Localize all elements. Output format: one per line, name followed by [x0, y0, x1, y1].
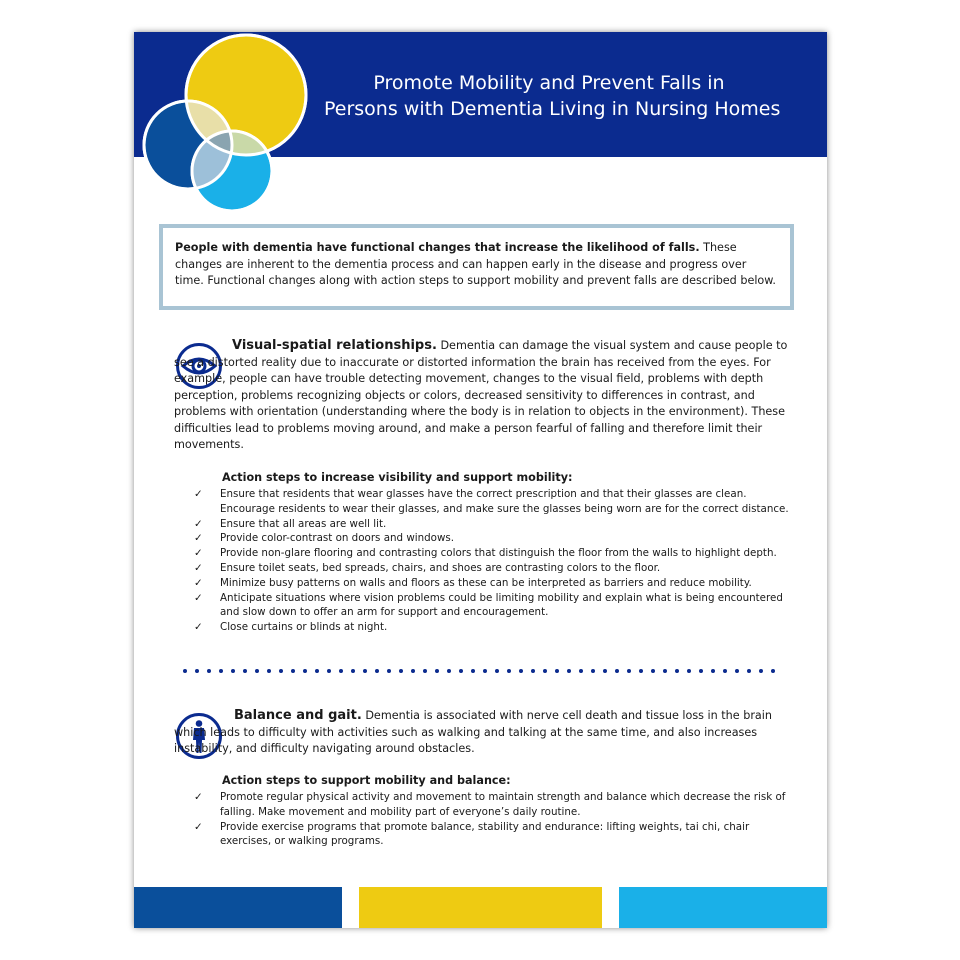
- intro-bold: People with dementia have functional changes that increase the likelihood of falls.: [175, 241, 700, 254]
- divider-dot: [555, 669, 559, 673]
- divider-dot: [531, 669, 535, 673]
- divider-dot: [339, 669, 343, 673]
- divider-dot: [375, 669, 379, 673]
- divider-dot: [207, 669, 211, 673]
- section-visual-heading: Visual-spatial relationships.: [232, 338, 437, 353]
- check-icon: ✓: [194, 576, 203, 589]
- divider-dot: [495, 669, 499, 673]
- divider-dot: [483, 669, 487, 673]
- divider-dot: [759, 669, 763, 673]
- divider-dot: [351, 669, 355, 673]
- section-visual-actions-list: [194, 487, 792, 635]
- divider-dot: [735, 669, 739, 673]
- divider-dot: [519, 669, 523, 673]
- check-icon: ✓: [194, 791, 203, 803]
- divider-dot: [615, 669, 619, 673]
- divider-dot: [435, 669, 439, 673]
- action-text: Ensure toilet seats, bed spreads, chairs, and shoes are contrasting colors to the floor.: [220, 561, 661, 574]
- action-text: Promote regular physical activity and movement to maintain strength and balance which decrease the risk of falling. Make movement and mobility part of everyone’s daily routine.: [220, 791, 786, 818]
- section-visual-text: Dementia can damage the visual system and cause people to see a distorted reality due to inaccurate or distorted information the brain has received from the eyes. For example, people can have trouble detecting movement, changes to the visual field, problems with depth perception, problems recognizing objects or colors, decreased sensitivity to differences in contrast, and problems with orientation (understanding where the body is in relation to objects in the environment). These difficulties lead to problems moving around, and make a person fearful of falling and therefore limit their movements.: [174, 339, 788, 451]
- title-line-1: Promote Mobility and Prevent Falls in: [373, 72, 725, 94]
- divider-dot: [315, 669, 319, 673]
- divider-dot: [723, 669, 727, 673]
- intro-text: These changes are inherent to the dementia process and can happen early in the disease and progress over time. Functional changes along with action steps to support mobility and prevent falls are described below.: [175, 241, 776, 287]
- check-icon: ✓: [194, 532, 203, 545]
- divider-dot: [267, 669, 271, 673]
- divider-dot: [567, 669, 571, 673]
- check-icon: ✓: [194, 561, 203, 574]
- divider-dot: [219, 669, 223, 673]
- divider-dot: [243, 669, 247, 673]
- divider-dot: [603, 669, 607, 673]
- action-item: [194, 790, 792, 820]
- document-page: [134, 32, 827, 928]
- divider-dot: [627, 669, 631, 673]
- footer-bar-sky: [619, 887, 827, 928]
- action-item: [194, 561, 792, 576]
- action-text: Close curtains or blinds at night.: [220, 621, 388, 634]
- divider-dot: [579, 669, 583, 673]
- action-text: Provide exercise programs that promote balance, stability and endurance: lifting weights, tai chi, chair exercises, or walking programs.: [220, 820, 750, 848]
- divider-dot: [411, 669, 415, 673]
- divider-dot: [651, 669, 655, 673]
- section-balance-actions-list: [194, 790, 792, 849]
- action-item: [194, 531, 792, 546]
- action-item: [194, 546, 792, 561]
- divider-dot: [195, 669, 199, 673]
- venn-logo: [134, 32, 324, 222]
- section-balance-actions-title: Action steps to support mobility and balance:: [222, 774, 511, 787]
- section-balance-body: [174, 708, 790, 758]
- check-icon: ✓: [194, 820, 203, 833]
- check-icon: ✓: [194, 621, 203, 634]
- divider-dot: [363, 669, 367, 673]
- action-text: Anticipate situations where vision problems could be limiting mobility and explain what is being encountered and slow down to offer an arm for support and encouragement.: [220, 591, 783, 619]
- action-text: Ensure that all areas are well lit.: [220, 517, 387, 530]
- action-item: [194, 576, 792, 591]
- divider-dot: [447, 669, 451, 673]
- divider-dot: [711, 669, 715, 673]
- check-icon: ✓: [194, 547, 203, 560]
- divider-dot: [591, 669, 595, 673]
- action-item: [194, 620, 792, 635]
- action-item: [194, 517, 792, 532]
- divider-dot: [423, 669, 427, 673]
- divider-dot: [231, 669, 235, 673]
- check-icon: ✓: [194, 591, 203, 604]
- divider-dot: [663, 669, 667, 673]
- page-title: [324, 70, 781, 122]
- divider-dot: [183, 669, 187, 673]
- section-visual-body: [174, 338, 790, 454]
- divider-dot: [327, 669, 331, 673]
- action-text: Ensure that residents that wear glasses have the correct prescription and that their glasses are clean. Encourage residents to wear their glasses, and make sure the glasses being worn are for the correct distance.: [220, 488, 789, 515]
- divider-dot: [399, 669, 403, 673]
- divider-dot: [291, 669, 295, 673]
- divider-dot: [459, 669, 463, 673]
- divider-dot: [471, 669, 475, 673]
- action-text: Minimize busy patterns on walls and floors as these can be interpreted as barriers and reduce mobility.: [220, 576, 752, 589]
- divider-dot: [387, 669, 391, 673]
- divider-dot: [639, 669, 643, 673]
- action-item: [194, 820, 792, 850]
- action-text: Provide color-contrast on doors and windows.: [220, 532, 455, 545]
- divider-dot: [543, 669, 547, 673]
- section-balance-text: Dementia is associated with nerve cell death and tissue loss in the brain which leads to difficulty with activities such as walking and talking at the same time, and also increases instability, and difficulty navigating around obstacles.: [174, 709, 772, 755]
- divider-dot: [279, 669, 283, 673]
- section-visual-actions-title: Action steps to increase visibility and support mobility:: [222, 471, 573, 484]
- divider-dot: [675, 669, 679, 673]
- footer-bar-blue: [134, 887, 342, 928]
- footer-bar-yellow: [359, 887, 602, 928]
- check-icon: ✓: [194, 517, 203, 530]
- divider-dot: [255, 669, 259, 673]
- divider-dot: [747, 669, 751, 673]
- divider-dot: [303, 669, 307, 673]
- divider-dot: [687, 669, 691, 673]
- title-line-2: Persons with Dementia Living in Nursing Homes: [324, 98, 781, 120]
- intro-box: [159, 224, 794, 310]
- action-item: [194, 487, 792, 517]
- divider-dot: [507, 669, 511, 673]
- check-icon: ✓: [194, 488, 203, 500]
- divider-dot: [699, 669, 703, 673]
- section-balance-heading: Balance and gait.: [234, 708, 362, 723]
- action-item: [194, 591, 792, 621]
- dotted-divider: [182, 668, 782, 674]
- divider-dot: [771, 669, 775, 673]
- action-text: Provide non-glare flooring and contrasting colors that distinguish the floor from the walls to highlight depth.: [220, 547, 777, 560]
